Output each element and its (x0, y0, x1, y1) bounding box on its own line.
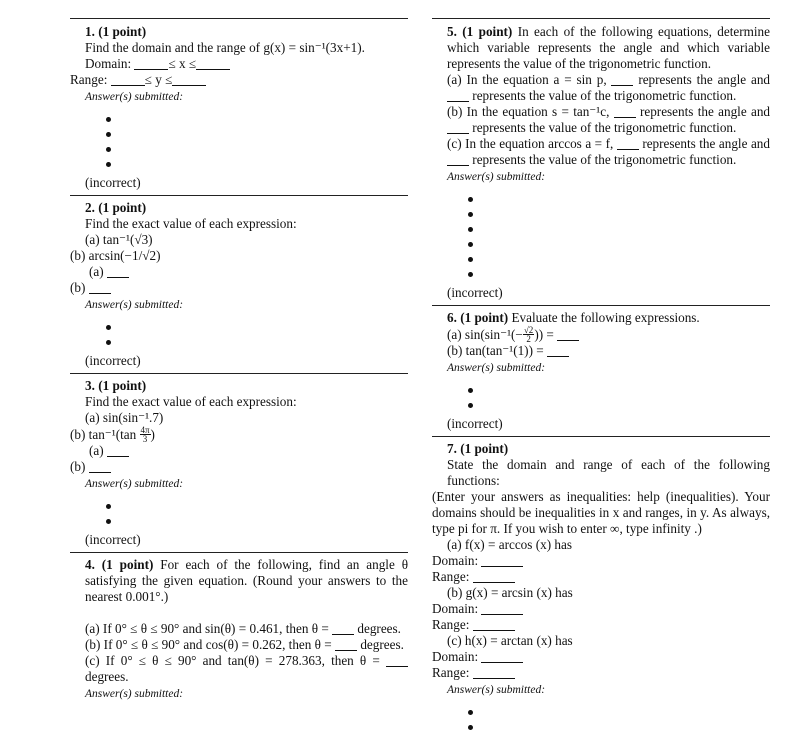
answers-submitted-label: Answer(s) submitted: (447, 684, 546, 696)
answer-bullet (106, 325, 111, 330)
part-b-unit: degrees. (360, 637, 404, 652)
answer-bullet (468, 725, 473, 730)
problem-3-part-a: (a) sin(sin⁻¹.7) (85, 410, 164, 425)
problem-2-answer-b (70, 280, 408, 296)
problem-1-range-row (70, 72, 408, 88)
part-c-domain-row (432, 649, 770, 665)
part-a-value-blank[interactable] (447, 100, 469, 102)
answer-bullet (106, 132, 111, 137)
problem-3 (70, 374, 408, 552)
answer-a-label: (a) (89, 264, 104, 279)
problem-7-part-a: (a) f(x) = arccos (x) has (447, 537, 572, 552)
answers-submitted-label: Answer(s) submitted: (85, 91, 184, 103)
problem-1 (70, 19, 408, 195)
part-b-domain-row (432, 601, 770, 617)
problem-1-text: Find the domain and the range of g(x) = sin⁻¹(3x+1). (85, 40, 365, 55)
problem-5 (432, 19, 770, 305)
problem-5-intro (432, 24, 770, 72)
problem-1-title: 1. (1 point) (85, 24, 147, 39)
part-b-mid: represents the angle and (639, 104, 771, 119)
part-b-text: (b) tan(tan⁻¹(1)) = (447, 343, 544, 358)
fraction (523, 326, 534, 343)
answer-bullet (468, 257, 473, 262)
part-c-angle-blank[interactable] (617, 148, 639, 150)
problem-1-domain-row (70, 56, 408, 72)
range-label: Range: (432, 617, 470, 632)
fraction-numerator: √2 (523, 325, 534, 335)
problem-3-answer-b (70, 459, 408, 475)
range-label: Range: (70, 72, 108, 87)
problem-7-part-c: (c) h(x) = arctan (x) has (447, 633, 573, 648)
part-a-range-blank[interactable] (473, 581, 515, 583)
range-inequality: ≤ y ≤ (144, 72, 173, 87)
part-c-range-row (432, 665, 770, 681)
answers-submitted-label: Answer(s) submitted: (85, 299, 184, 311)
problem-6-part-b (432, 343, 770, 359)
domain-label: Domain: (85, 56, 132, 71)
problem-2-part-b: (b) arcsin(−1/√2) (70, 248, 161, 263)
part-a-domain-blank[interactable] (481, 565, 523, 567)
part-a-prefix: (a) sin(sin⁻¹(− (447, 327, 523, 342)
answers-submitted-label: Answer(s) submitted: (447, 171, 546, 183)
problem-4-part-a (70, 621, 408, 637)
part-c-end: represents the value of the trigonometric function. (472, 152, 737, 167)
part-c-blank[interactable] (386, 665, 408, 667)
domain-lower-blank[interactable] (134, 68, 168, 70)
answer-bullet (106, 162, 111, 167)
part-c-mid: represents the angle (642, 136, 748, 151)
part-a-mid: represents the angle and (638, 72, 771, 87)
problem-2 (70, 196, 408, 373)
answer-bullet (468, 710, 473, 715)
answer-b-blank[interactable] (89, 471, 111, 473)
problem-2-answer-a (70, 264, 408, 280)
part-a-unit: degrees. (357, 621, 401, 636)
problem-4-intro (70, 557, 408, 605)
fraction-numerator: 4π (140, 425, 150, 435)
answers-submitted-label: Answer(s) submitted: (85, 478, 184, 490)
left-column (70, 0, 408, 706)
part-b-end: represents the value of the trigonometric function. (472, 120, 737, 135)
domain-label: Domain: (432, 553, 479, 568)
problem-2-part-a: (a) tan⁻¹(√3) (85, 232, 153, 247)
answer-bullet (468, 227, 473, 232)
problem-3-part-b (70, 426, 408, 443)
answer-a-label: (a) (89, 443, 104, 458)
domain-upper-blank[interactable] (196, 68, 230, 70)
problem-3-title: 3. (1 point) (85, 378, 147, 393)
problem-5-text: In each of the following equations, determine which variable represents the angle and which variable represents the value of the trigonometric function. (447, 24, 770, 71)
part-a-suffix: )) = (534, 327, 554, 342)
part-a-text: (a) If 0° ≤ θ ≤ 90° and sin(θ) = 0.461, then θ = (85, 621, 329, 636)
problem-2-text: Find the exact value of each expression: (85, 216, 297, 231)
problem-7-text-1: State the domain and range of each of the following functions: (447, 457, 770, 488)
problem-3-status: (incorrect) (85, 532, 141, 547)
answer-bullet (106, 147, 111, 152)
answer-bullet (106, 504, 111, 509)
answer-bullet (468, 242, 473, 247)
domain-inequality: ≤ x ≤ (168, 56, 197, 71)
problem-4-title: 4. (1 point) (85, 557, 154, 572)
problem-5-status: (incorrect) (447, 285, 503, 300)
answer-bullet (468, 212, 473, 217)
answer-b-label: (b) (70, 280, 86, 295)
part-b-prefix: (b) tan⁻¹(tan (70, 427, 137, 442)
answer-bullet (106, 519, 111, 524)
answer-b-blank[interactable] (89, 292, 111, 294)
range-upper-blank[interactable] (172, 84, 206, 86)
answer-bullet (468, 197, 473, 202)
problem-3-text: Find the exact value of each expression: (85, 394, 297, 409)
domain-label: Domain: (432, 649, 479, 664)
part-a-end: represents the value of the trigonometric function. (472, 88, 737, 103)
part-a-blank[interactable] (332, 633, 354, 635)
range-label: Range: (432, 569, 470, 584)
problem-6 (432, 306, 770, 436)
answer-a-blank[interactable] (107, 455, 129, 457)
right-column (432, 0, 770, 734)
problem-4-part-c (70, 653, 408, 685)
problem-6-intro (432, 310, 770, 326)
answer-a-blank[interactable] (107, 276, 129, 278)
part-b-angle-blank[interactable] (614, 116, 636, 118)
problem-7-title: 7. (1 point) (447, 441, 509, 456)
part-b-domain-blank[interactable] (481, 613, 523, 615)
problem-5-part-b (432, 104, 770, 136)
answer-bullet (106, 340, 111, 345)
part-a-angle-blank[interactable] (611, 84, 633, 86)
problem-2-status: (incorrect) (85, 353, 141, 368)
problem-5-part-a (432, 72, 770, 104)
part-c-range-blank[interactable] (473, 677, 515, 679)
answers-submitted-label: Answer(s) submitted: (85, 688, 184, 700)
problem-1-status: (incorrect) (85, 175, 141, 190)
range-label: Range: (432, 665, 470, 680)
answers-submitted-label: Answer(s) submitted: (447, 362, 546, 374)
part-c-and: and (750, 136, 770, 151)
part-a-prefix: (a) In the equation a = sin p, (447, 72, 607, 87)
part-c-prefix: (c) In the equation arccos a = f, (447, 136, 614, 151)
fraction-denominator: 3 (142, 434, 148, 444)
range-lower-blank[interactable] (111, 84, 145, 86)
part-c-unit: degrees. (85, 669, 129, 684)
part-c-domain-blank[interactable] (481, 661, 523, 663)
part-b-prefix: (b) In the equation s = tan⁻¹c, (447, 104, 610, 119)
part-b-value-blank[interactable] (447, 132, 469, 134)
problem-5-part-c (432, 136, 770, 168)
problem-4 (70, 553, 408, 706)
fraction (140, 426, 151, 443)
part-a-domain-row (432, 553, 770, 569)
part-b-blank[interactable] (547, 355, 569, 357)
part-b-blank[interactable] (335, 649, 357, 651)
problem-7 (432, 437, 770, 734)
part-b-range-row (432, 617, 770, 633)
part-b-suffix: ) (150, 427, 155, 442)
problem-6-part-a (432, 326, 770, 343)
problem-7-text-2: (Enter your answers as inequalities: help (inequalities). Your domains should be inequalities in x and ranges, in y. As always, type pi for π. If you wish to enter ∞, type infinity .) (432, 489, 770, 536)
answer-bullet (106, 117, 111, 122)
part-a-blank[interactable] (557, 339, 579, 341)
part-b-text: (b) If 0° ≤ θ ≤ 90° and cos(θ) = 0.262, then θ = (85, 637, 332, 652)
problem-6-title: 6. (1 point) (447, 310, 509, 325)
fraction-denominator: 2 (526, 334, 531, 344)
part-c-text: (c) If 0° ≤ θ ≤ 90° and tan(θ) = 278.363, then θ = (85, 653, 380, 668)
answer-bullet (468, 388, 473, 393)
problem-5-title: 5. (1 point) (447, 24, 513, 39)
problem-2-title: 2. (1 point) (85, 200, 147, 215)
answer-b-label: (b) (70, 459, 86, 474)
answer-bullet (468, 272, 473, 277)
part-c-value-blank[interactable] (447, 164, 469, 166)
part-a-range-row (432, 569, 770, 585)
problem-7-part-b: (b) g(x) = arcsin (x) has (447, 585, 573, 600)
problem-3-answer-a (70, 443, 408, 459)
domain-label: Domain: (432, 601, 479, 616)
problem-6-text: Evaluate the following expressions. (511, 310, 700, 325)
part-b-range-blank[interactable] (473, 629, 515, 631)
problem-6-status: (incorrect) (447, 416, 503, 431)
problem-4-part-b (70, 637, 408, 653)
answer-bullet (468, 403, 473, 408)
problem-4-text: For each of the following, find an angle θ satisfying the given equation. (Round your answers to the nearest 0.001°.) (85, 557, 409, 604)
